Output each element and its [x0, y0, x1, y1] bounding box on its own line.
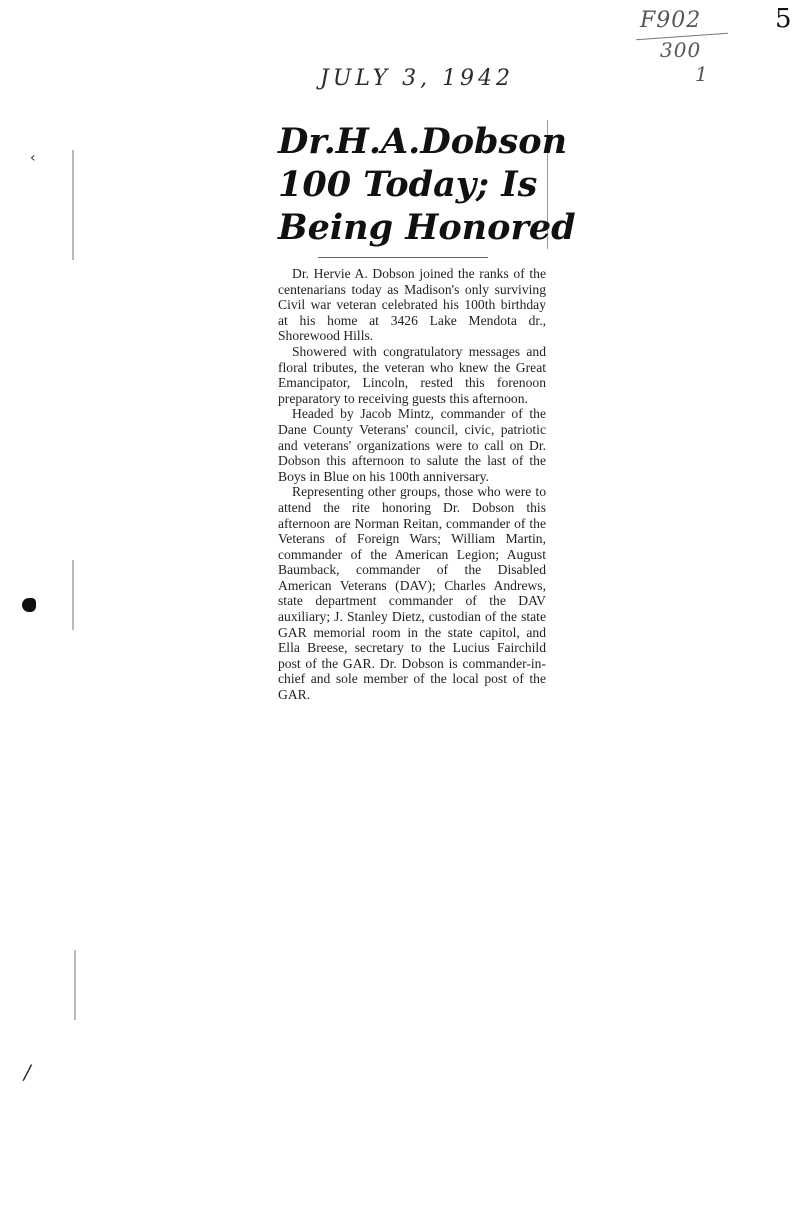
- scan-edge-line: [72, 560, 74, 630]
- scan-edge-line: [74, 950, 76, 1020]
- handwritten-box-number: 300: [660, 38, 702, 62]
- article-paragraph: Headed by Jacob Mintz, commander of the Dane County Veterans' council, civic, patriotic and veterans' organizations were to call on Dr. Dobson this afternoon to salute the last of the Boys in Blue on his 100th anniversary.: [278, 406, 546, 484]
- article-paragraph: Dr. Hervie A. Dobson joined the ranks of the centenarians today as Madison's only surviving Civil war veteran celebrated his 100th birthday at his home at 3426 Lake Mendota dr., Shorewood Hills.: [278, 266, 546, 344]
- margin-pen-mark: /: [24, 1060, 31, 1084]
- page-number: 5: [775, 4, 793, 34]
- handwritten-date: JULY 3, 1942: [320, 66, 515, 91]
- handwritten-file-code: F902: [640, 8, 702, 33]
- binder-hole-mark: [22, 598, 36, 612]
- handwritten-item-number: 1: [695, 62, 709, 86]
- margin-tick-mark: ‹: [30, 150, 36, 166]
- headline-rule: [318, 257, 488, 258]
- headline-line-1: Dr.H.A.Dobson: [278, 121, 568, 162]
- headline-line-2: 100 Today; Is: [278, 164, 538, 205]
- article-body: [278, 266, 546, 703]
- article-headline: [278, 120, 576, 249]
- headline-line-3: Being Honored: [278, 207, 576, 248]
- scan-edge-line: [72, 150, 74, 260]
- article-paragraph: Showered with congratulatory messages and floral tributes, the veteran who knew the Great Emancipator, Lincoln, rested this forenoon preparatory to receiving guests this afternoon.: [278, 343, 546, 406]
- newspaper-clipping: [278, 120, 576, 703]
- article-paragraph: Representing other groups, those who were to attend the rite honoring Dr. Dobson this afternoon are Norman Reitan, commander of the Veterans of Foreign Wars; William Martin, commander of the American Legion; August Baumback, commander of the Disabled American Veterans (DAV); Charles Andrews, state department commander of the DAV auxiliary; J. Stanley Dietz, custodian of the state GAR memorial room in the state capitol, and Ella Breese, secretary to the Lucius Fairchild post of the GAR. Dr. Dobson is commander-in-chief and sole member of the local post of the GAR.: [278, 484, 546, 703]
